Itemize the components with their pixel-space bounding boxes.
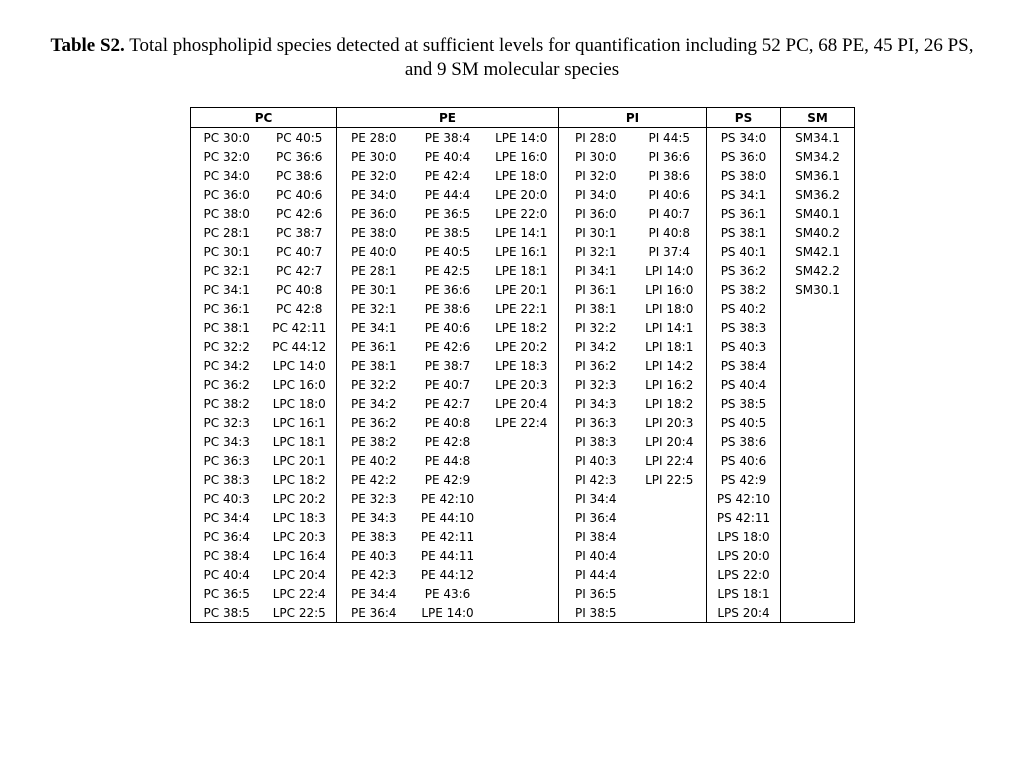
cell-pi: PI 36:2 <box>559 356 633 375</box>
cell-pe: LPE 16:0 <box>495 149 548 164</box>
cell-pe: PE 42:7 <box>424 396 471 411</box>
cell-pe: PE 38:1 <box>337 356 411 375</box>
table-row <box>191 356 855 375</box>
cell-pc: LPC 20:1 <box>272 453 326 468</box>
cell-pc: PC 38:1 <box>191 318 263 337</box>
cell-pc: PC 38:3 <box>191 470 263 489</box>
cell-pe: PE 40:6 <box>424 320 471 335</box>
cell-pe: PE 42:2 <box>337 470 411 489</box>
cell-pe: LPE 22:1 <box>495 301 548 316</box>
header-pe: PE <box>337 108 559 128</box>
cell-pc: PC 38:4 <box>191 546 263 565</box>
cell-ps: PS 42:9 <box>707 470 781 489</box>
cell-pi <box>633 527 707 546</box>
cell-pe: LPE 14:0 <box>495 130 548 145</box>
cell-pe: PE 36:6 <box>424 282 471 297</box>
cell-pe: LPE 16:1 <box>495 244 548 259</box>
cell-pe <box>485 546 559 565</box>
cell-pi: PI 30:0 <box>559 147 633 166</box>
cell-pe: PE 42:8 <box>424 434 471 449</box>
cell-pe: PE 44:4 <box>424 187 471 202</box>
header-pc: PC <box>191 108 337 128</box>
cell-ps: LPS 20:4 <box>707 603 781 623</box>
cell-pi: PI 37:4 <box>648 244 691 259</box>
cell-pi: PI 34:1 <box>559 261 633 280</box>
cell-pi: PI 38:6 <box>648 168 691 183</box>
cell-pe: PE 34:3 <box>337 508 411 527</box>
cell-pi: LPI 18:0 <box>645 301 694 316</box>
table-row <box>191 204 855 223</box>
cell-pc: PC 38:6 <box>276 168 323 183</box>
header-pi: PI <box>559 108 707 128</box>
cell-pi: PI 36:3 <box>559 413 633 432</box>
table-row <box>191 489 855 508</box>
cell-pc: PC 34:4 <box>191 508 263 527</box>
cell-pi: PI 36:1 <box>559 280 633 299</box>
table-row <box>191 584 855 603</box>
cell-pi: PI 44:5 <box>648 130 691 145</box>
cell-sm: SM42.2 <box>781 261 855 280</box>
cell-sm <box>781 489 855 508</box>
cell-pc: PC 40:8 <box>276 282 323 297</box>
cell-pe: PE 42:11 <box>420 529 475 544</box>
table-body <box>191 128 855 623</box>
cell-pi <box>633 489 707 508</box>
cell-pc: PC 32:1 <box>191 261 263 280</box>
table-row <box>191 375 855 394</box>
cell-pe: LPE 14:1 <box>495 225 548 240</box>
cell-pi: PI 40:8 <box>648 225 691 240</box>
cell-pc: PC 42:8 <box>276 301 323 316</box>
table-row <box>191 508 855 527</box>
caption-label: Table S2. <box>50 35 125 56</box>
cell-pc: PC 34:2 <box>191 356 263 375</box>
cell-ps: PS 38:6 <box>707 432 781 451</box>
cell-pe: LPE 20:2 <box>495 339 548 354</box>
cell-ps: PS 38:5 <box>707 394 781 413</box>
cell-pe: LPE 18:2 <box>495 320 548 335</box>
caption-text: Total phospholipid species detected at sufficient levels for quantification including 52 PC, 68 PE, 45 PI, 26 PS, and 9 SM molecular species <box>129 35 974 80</box>
cell-sm <box>781 413 855 432</box>
cell-pc: PC 36:2 <box>191 375 263 394</box>
cell-pe: PE 34:4 <box>337 584 411 603</box>
cell-pc: PC 40:7 <box>276 244 323 259</box>
table-row <box>191 223 855 242</box>
cell-pe: LPE 22:0 <box>495 206 548 221</box>
cell-pe: PE 44:11 <box>420 548 475 563</box>
cell-ps: LPS 20:0 <box>707 546 781 565</box>
cell-sm: SM34.1 <box>781 128 855 148</box>
cell-pi: PI 38:4 <box>559 527 633 546</box>
cell-sm: SM40.1 <box>781 204 855 223</box>
cell-pc: LPC 18:0 <box>272 396 326 411</box>
cell-pc: LPC 20:2 <box>272 491 326 506</box>
cell-sm <box>781 394 855 413</box>
cell-pi <box>633 603 707 623</box>
cell-pi: PI 30:1 <box>559 223 633 242</box>
cell-pe <box>485 584 559 603</box>
cell-pi: LPI 14:2 <box>645 358 694 373</box>
cell-ps: PS 34:1 <box>707 185 781 204</box>
cell-pe: PE 34:2 <box>337 394 411 413</box>
cell-pc: PC 44:12 <box>272 339 327 354</box>
table-caption <box>40 34 984 82</box>
header-sm: SM <box>781 108 855 128</box>
table-row <box>191 451 855 470</box>
table-row <box>191 565 855 584</box>
cell-pe: PE 38:0 <box>337 223 411 242</box>
cell-ps: PS 40:6 <box>707 451 781 470</box>
cell-pc: PC 36:3 <box>191 451 263 470</box>
table-row <box>191 318 855 337</box>
table-row <box>191 242 855 261</box>
cell-pi <box>633 565 707 584</box>
cell-pc: PC 38:7 <box>276 225 323 240</box>
cell-ps: LPS 22:0 <box>707 565 781 584</box>
cell-pi: PI 36:0 <box>559 204 633 223</box>
cell-pi: PI 34:2 <box>559 337 633 356</box>
cell-pe: PE 40:7 <box>424 377 471 392</box>
cell-pe <box>485 451 559 470</box>
cell-pi <box>633 546 707 565</box>
cell-pe <box>485 527 559 546</box>
cell-pe: PE 32:3 <box>337 489 411 508</box>
cell-pe: PE 42:5 <box>424 263 471 278</box>
cell-pi: PI 44:4 <box>559 565 633 584</box>
table-row <box>191 470 855 489</box>
cell-pi: LPI 16:2 <box>645 377 694 392</box>
cell-pe: PE 40:4 <box>424 149 471 164</box>
cell-pe: LPE 20:3 <box>495 377 548 392</box>
cell-pe: PE 43:6 <box>424 586 471 601</box>
cell-pe: PE 36:2 <box>337 413 411 432</box>
cell-pc: PC 40:4 <box>191 565 263 584</box>
cell-pe: PE 38:4 <box>424 130 471 145</box>
cell-pe: PE 42:4 <box>424 168 471 183</box>
table-row <box>191 394 855 413</box>
cell-pc: PC 38:0 <box>191 204 263 223</box>
table-row <box>191 261 855 280</box>
cell-pe: PE 40:3 <box>337 546 411 565</box>
cell-pc: PC 40:3 <box>191 489 263 508</box>
table-row <box>191 527 855 546</box>
cell-ps: PS 40:1 <box>707 242 781 261</box>
cell-pc: PC 38:2 <box>191 394 263 413</box>
cell-pe: LPE 20:4 <box>495 396 548 411</box>
cell-ps: PS 40:4 <box>707 375 781 394</box>
cell-pe <box>485 489 559 508</box>
cell-ps: PS 38:1 <box>707 223 781 242</box>
cell-ps: PS 42:11 <box>707 508 781 527</box>
cell-pe: PE 32:2 <box>337 375 411 394</box>
cell-pe: LPE 18:0 <box>495 168 548 183</box>
cell-pe: PE 44:8 <box>424 453 471 468</box>
cell-pi: PI 38:3 <box>559 432 633 451</box>
cell-pe: PE 38:7 <box>424 358 471 373</box>
cell-pc: PC 36:4 <box>191 527 263 546</box>
cell-sm <box>781 375 855 394</box>
cell-pe: PE 42:10 <box>420 491 475 506</box>
cell-pi: PI 38:5 <box>559 603 633 623</box>
cell-pe: LPE 18:1 <box>495 263 548 278</box>
table-row <box>191 603 855 623</box>
cell-pe: PE 40:5 <box>424 244 471 259</box>
cell-pe: LPE 22:4 <box>495 415 548 430</box>
cell-ps: PS 38:2 <box>707 280 781 299</box>
cell-pe: PE 30:0 <box>337 147 411 166</box>
phospholipid-table <box>190 107 855 623</box>
cell-pi: LPI 20:4 <box>645 434 694 449</box>
cell-sm: SM36.2 <box>781 185 855 204</box>
cell-pi: PI 40:4 <box>559 546 633 565</box>
cell-pe: PE 38:6 <box>424 301 471 316</box>
cell-pc: PC 42:11 <box>272 320 327 335</box>
cell-pc: PC 42:6 <box>276 206 323 221</box>
cell-pe: PE 38:5 <box>424 225 471 240</box>
table-row <box>191 299 855 318</box>
cell-sm <box>781 584 855 603</box>
cell-pe: PE 32:0 <box>337 166 411 185</box>
cell-pi: LPI 14:0 <box>645 263 694 278</box>
cell-pc: PC 36:5 <box>191 584 263 603</box>
cell-pc: PC 32:3 <box>191 413 263 432</box>
cell-pc: LPC 14:0 <box>272 358 326 373</box>
cell-pc: LPC 18:1 <box>272 434 326 449</box>
cell-pe <box>485 565 559 584</box>
table-row <box>191 432 855 451</box>
cell-pi <box>633 584 707 603</box>
cell-ps: PS 40:2 <box>707 299 781 318</box>
cell-pe: PE 44:10 <box>420 510 475 525</box>
cell-pi: LPI 18:1 <box>645 339 694 354</box>
cell-pe: PE 36:5 <box>424 206 471 221</box>
cell-pe: PE 36:1 <box>337 337 411 356</box>
cell-pc: PC 32:0 <box>191 147 263 166</box>
cell-pc: PC 30:1 <box>191 242 263 261</box>
cell-pc: LPC 16:1 <box>272 415 326 430</box>
cell-pi: PI 36:4 <box>559 508 633 527</box>
table-row <box>191 413 855 432</box>
cell-ps: LPS 18:1 <box>707 584 781 603</box>
cell-pe: PE 40:8 <box>424 415 471 430</box>
cell-pi: PI 34:3 <box>559 394 633 413</box>
cell-pc: PC 40:5 <box>276 130 323 145</box>
cell-pi: PI 32:1 <box>559 242 633 261</box>
cell-ps: PS 40:3 <box>707 337 781 356</box>
cell-pi: PI 38:1 <box>559 299 633 318</box>
cell-pe: PE 34:0 <box>337 185 411 204</box>
cell-sm <box>781 603 855 623</box>
header-row <box>191 108 855 128</box>
cell-pc: PC 38:5 <box>191 603 263 623</box>
cell-pc: LPC 16:4 <box>272 548 326 563</box>
cell-pe <box>485 432 559 451</box>
cell-sm <box>781 318 855 337</box>
cell-pi: PI 32:3 <box>559 375 633 394</box>
cell-pi: PI 40:6 <box>648 187 691 202</box>
cell-ps: PS 38:4 <box>707 356 781 375</box>
cell-pe: PE 38:3 <box>337 527 411 546</box>
cell-pc: PC 42:7 <box>276 263 323 278</box>
cell-pi: LPI 18:2 <box>645 396 694 411</box>
cell-sm <box>781 470 855 489</box>
cell-pe: PE 30:1 <box>337 280 411 299</box>
cell-ps: LPS 18:0 <box>707 527 781 546</box>
cell-pc: LPC 20:4 <box>272 567 326 582</box>
cell-sm: SM42.1 <box>781 242 855 261</box>
cell-sm <box>781 299 855 318</box>
cell-pc: LPC 18:3 <box>272 510 326 525</box>
cell-pi: LPI 16:0 <box>645 282 694 297</box>
cell-pc: PC 36:0 <box>191 185 263 204</box>
cell-pc: LPC 22:4 <box>272 586 326 601</box>
cell-ps: PS 38:0 <box>707 166 781 185</box>
cell-pi: PI 36:5 <box>559 584 633 603</box>
cell-pi: LPI 20:3 <box>645 415 694 430</box>
cell-ps: PS 36:0 <box>707 147 781 166</box>
cell-pc: LPC 18:2 <box>272 472 326 487</box>
cell-pe <box>485 508 559 527</box>
cell-pi: PI 42:3 <box>559 470 633 489</box>
header-ps: PS <box>707 108 781 128</box>
cell-sm <box>781 527 855 546</box>
cell-pi: LPI 22:5 <box>645 472 694 487</box>
cell-pe: PE 36:4 <box>337 603 411 623</box>
cell-pe: PE 44:12 <box>420 567 475 582</box>
cell-pc: PC 34:1 <box>191 280 263 299</box>
cell-pi: PI 28:0 <box>559 128 633 148</box>
cell-pi: PI 32:0 <box>559 166 633 185</box>
cell-pi: LPI 14:1 <box>645 320 694 335</box>
cell-pe: PE 40:0 <box>337 242 411 261</box>
cell-pe: PE 34:1 <box>337 318 411 337</box>
cell-pe: PE 36:0 <box>337 204 411 223</box>
cell-pe: LPE 18:3 <box>495 358 548 373</box>
cell-pc: PC 36:6 <box>276 149 323 164</box>
cell-pe: PE 38:2 <box>337 432 411 451</box>
cell-ps: PS 40:5 <box>707 413 781 432</box>
cell-ps: PS 34:0 <box>707 128 781 148</box>
cell-pe <box>485 470 559 489</box>
table-row <box>191 128 855 148</box>
cell-sm <box>781 508 855 527</box>
cell-sm: SM40.2 <box>781 223 855 242</box>
cell-ps: PS 38:3 <box>707 318 781 337</box>
cell-pe: PE 32:1 <box>337 299 411 318</box>
table-row <box>191 337 855 356</box>
cell-ps: PS 42:10 <box>707 489 781 508</box>
cell-pe: PE 28:1 <box>337 261 411 280</box>
cell-pc: LPC 20:3 <box>272 529 326 544</box>
cell-pe <box>485 603 559 623</box>
cell-pi: LPI 22:4 <box>645 453 694 468</box>
cell-pc: PC 40:6 <box>276 187 323 202</box>
cell-sm <box>781 546 855 565</box>
cell-sm <box>781 451 855 470</box>
table-row <box>191 546 855 565</box>
cell-pi: PI 34:0 <box>559 185 633 204</box>
cell-pi: PI 36:6 <box>648 149 691 164</box>
table-row <box>191 280 855 299</box>
cell-pi: PI 40:7 <box>648 206 691 221</box>
cell-sm <box>781 356 855 375</box>
cell-pi: PI 40:3 <box>559 451 633 470</box>
cell-pe: PE 42:3 <box>337 565 411 584</box>
cell-sm <box>781 565 855 584</box>
table-row <box>191 147 855 166</box>
cell-pe: PE 42:6 <box>424 339 471 354</box>
cell-pe: LPE 20:0 <box>495 187 548 202</box>
cell-pe: LPE 14:0 <box>411 603 485 623</box>
cell-pe: LPE 20:1 <box>495 282 548 297</box>
cell-pc: PC 30:0 <box>191 128 263 148</box>
cell-pc: PC 28:1 <box>191 223 263 242</box>
table-row <box>191 185 855 204</box>
cell-sm: SM36.1 <box>781 166 855 185</box>
cell-sm <box>781 432 855 451</box>
table-row <box>191 166 855 185</box>
cell-sm: SM30.1 <box>781 280 855 299</box>
cell-ps: PS 36:2 <box>707 261 781 280</box>
cell-pc: LPC 16:0 <box>272 377 326 392</box>
cell-pi: PI 32:2 <box>559 318 633 337</box>
cell-pc: PC 36:1 <box>191 299 263 318</box>
cell-pc: PC 32:2 <box>191 337 263 356</box>
cell-sm <box>781 337 855 356</box>
cell-pe: PE 40:2 <box>337 451 411 470</box>
cell-pc: PC 34:3 <box>191 432 263 451</box>
cell-pe: PE 42:9 <box>424 472 471 487</box>
cell-pe: PE 28:0 <box>337 128 411 148</box>
cell-pi <box>633 508 707 527</box>
cell-pi: PI 34:4 <box>559 489 633 508</box>
cell-ps: PS 36:1 <box>707 204 781 223</box>
cell-pc: LPC 22:5 <box>263 603 337 623</box>
cell-pc: PC 34:0 <box>191 166 263 185</box>
cell-sm: SM34.2 <box>781 147 855 166</box>
